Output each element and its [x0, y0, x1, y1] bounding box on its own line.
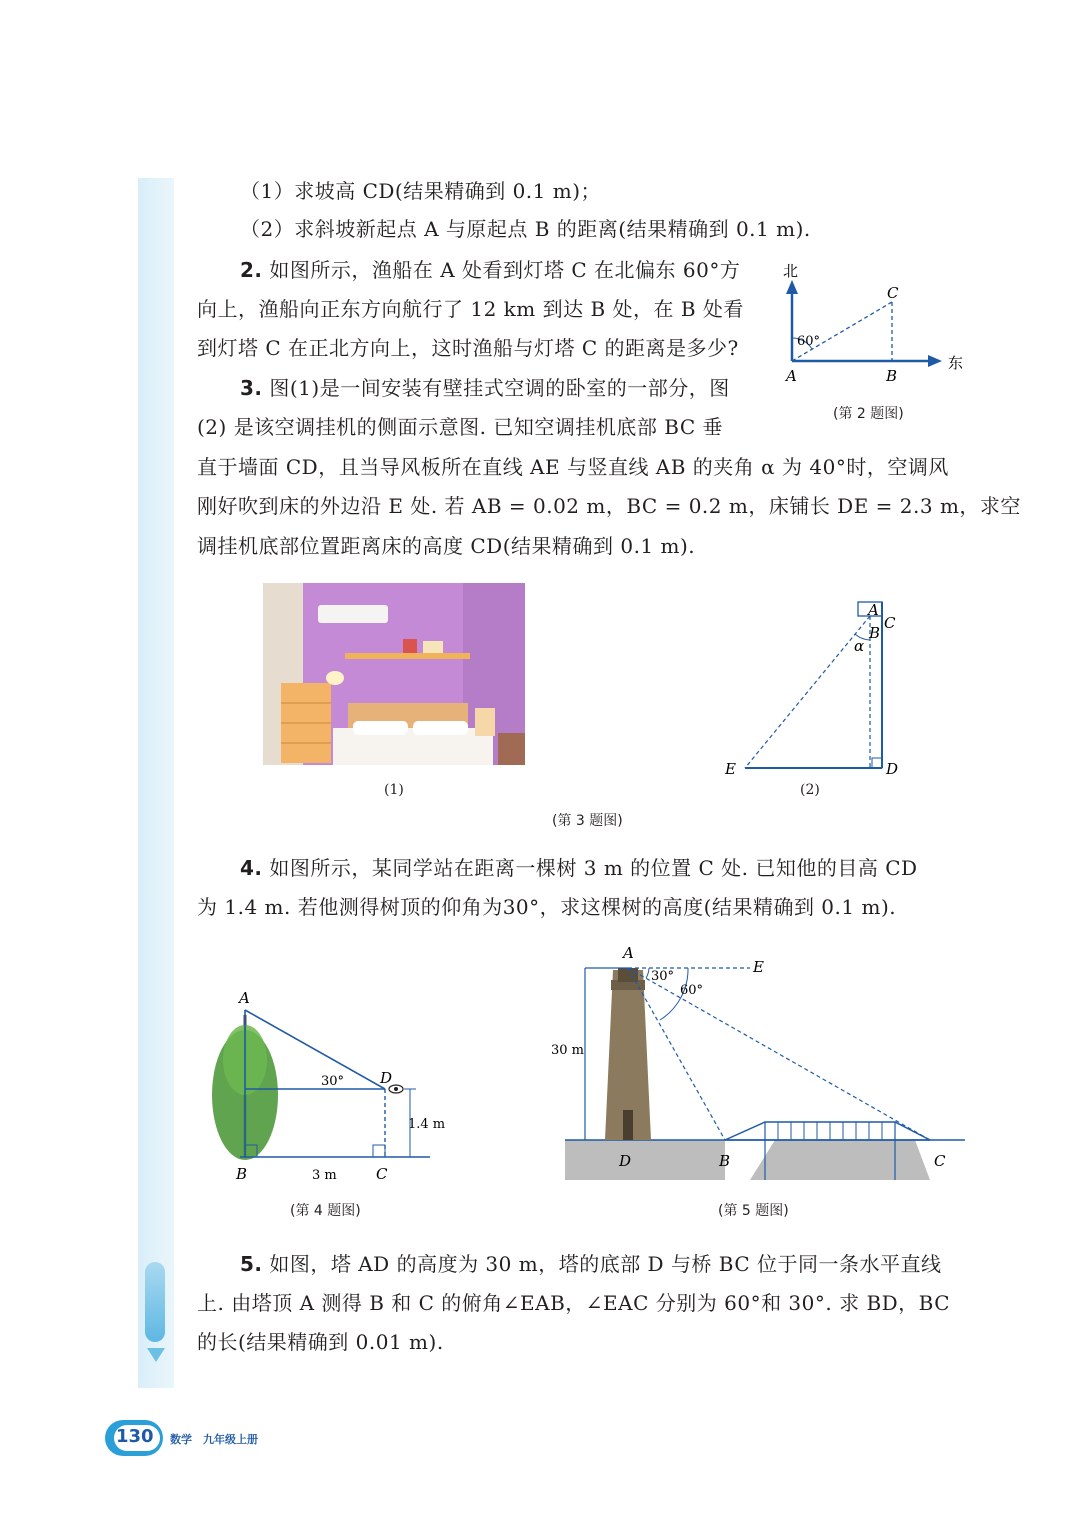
sidebar-band — [138, 178, 174, 1388]
problem-5-line-1 — [240, 1245, 942, 1283]
subquestion-1: （1）求坡高 CD(结果精确到 0.1 m)； — [240, 179, 602, 203]
label-A: A — [786, 367, 797, 385]
problem-4-line-2: 为 1.4 m. 若他测得树顶的仰角为30°，求这棵树的高度(结果精确到 0.1 m). — [197, 895, 897, 919]
line-AE — [745, 616, 870, 768]
north-arrow-icon — [786, 280, 798, 294]
problem-5-number: 5. — [240, 1252, 263, 1276]
problem-3-line-3: 直于墙面 CD，且当导风板所在直线 AE 与竖直线 AB 的夹角 α 为 40°时，空调风 — [197, 455, 949, 479]
figure-2-caption: (第 2 题图) — [833, 406, 904, 422]
label-distance: 3 m — [312, 1168, 337, 1183]
problem-3-line-4: 刚好吹到床的外边沿 E 处. 若 AB = 0.02 m，BC = 0.2 m，床铺长 DE = 2.3 m，求空 — [197, 494, 1021, 518]
label-A: A — [239, 989, 250, 1007]
figure-3-ac-diagram — [720, 596, 910, 786]
label-angle: 30° — [321, 1074, 345, 1089]
problem-5-text-a: 如图，塔 AD 的高度为 30 m，塔的底部 D 与桥 BC 位于同一条水平直线 — [269, 1252, 942, 1276]
problem-2-text-a: 如图所示，渔船在 A 处看到灯塔 C 在北偏东 60°方 — [269, 258, 741, 282]
problem-2-line-2: 向上，渔船向正东方向航行了 12 km 到达 B 处，在 B 处看 — [197, 297, 744, 321]
label-B: B — [886, 367, 898, 385]
bridge-BC — [725, 1122, 930, 1140]
label-C: C — [934, 1152, 946, 1170]
problem-4-line-1 — [240, 849, 918, 887]
problem-3-line-5: 调挂机底部位置距离床的高度 CD(结果精确到 0.1 m). — [197, 534, 696, 558]
figure-3-sub1: (1) — [384, 782, 404, 798]
label-angle-30: 30° — [651, 969, 675, 984]
figure-3-sub2: (2) — [800, 782, 820, 798]
line-AC — [628, 968, 930, 1140]
figure-4-diagram — [200, 985, 460, 1185]
east-arrow-icon — [928, 355, 942, 367]
figure-3-caption: (第 3 题图) — [552, 813, 623, 829]
page-number: 130 — [116, 1426, 154, 1447]
figure-5-diagram — [545, 940, 970, 1180]
label-A: A — [623, 944, 634, 962]
label-D: D — [380, 1069, 393, 1087]
label-C: C — [884, 614, 896, 632]
label-angle-60: 60° — [680, 983, 704, 998]
label-alpha: α — [854, 637, 865, 655]
line-AC — [792, 302, 892, 361]
problem-5-line-2: 上. 由塔顶 A 测得 B 和 C 的俯角∠EAB，∠EAC 分别为 60°和 30°. 求 BD，BC — [197, 1291, 951, 1315]
problem-3-line-2: (2) 是该空调挂机的侧面示意图. 已知空调挂机底部 BC 垂 — [197, 415, 723, 439]
label-E: E — [753, 958, 764, 976]
label-east: 东 — [948, 354, 964, 372]
figure-4-caption: (第 4 题图) — [290, 1203, 361, 1219]
label-height: 30 m — [551, 1043, 585, 1058]
label-C: C — [376, 1165, 388, 1183]
label-B: B — [719, 1152, 731, 1170]
label-E: E — [725, 760, 736, 778]
problem-4-text-a: 如图所示，某同学站在距离一棵树 3 m 的位置 C 处. 已知他的目高 CD — [269, 856, 918, 880]
label-B: B — [236, 1165, 248, 1183]
problem-4-number: 4. — [240, 856, 263, 880]
figure-5-caption: (第 5 题图) — [718, 1203, 789, 1219]
label-B: B — [869, 624, 881, 642]
subquestion-2: （2）求斜坡新起点 A 与原起点 B 的距离(结果精确到 0.1 m). — [240, 217, 811, 241]
problem-2-line-1 — [240, 251, 740, 289]
problem-3-number: 3. — [240, 376, 263, 400]
problem-2-number: 2. — [240, 258, 263, 282]
problem-2-line-3: 到灯塔 C 在正北方向上，这时渔船与灯塔 C 的距离是多少? — [197, 336, 739, 360]
scroll-down-arrow-icon[interactable] — [147, 1348, 165, 1362]
label-D: D — [886, 760, 899, 778]
label-A: A — [868, 601, 879, 619]
label-D: D — [619, 1152, 632, 1170]
problem-3-text-a: 图(1)是一间安装有壁挂式空调的卧室的一部分，图 — [269, 376, 730, 400]
problem-5-line-3: 的长(结果精确到 0.01 m). — [197, 1330, 444, 1354]
scroll-thumb[interactable] — [145, 1262, 165, 1342]
figure-3-bedroom-photo — [263, 583, 525, 765]
book-title: 数学 九年级上册 — [170, 1433, 258, 1446]
problem-3-line-1 — [240, 369, 730, 407]
label-north: 北 — [783, 262, 799, 280]
label-C: C — [887, 284, 899, 302]
label-angle: 60° — [797, 334, 821, 349]
label-height: 1.4 m — [408, 1117, 446, 1132]
